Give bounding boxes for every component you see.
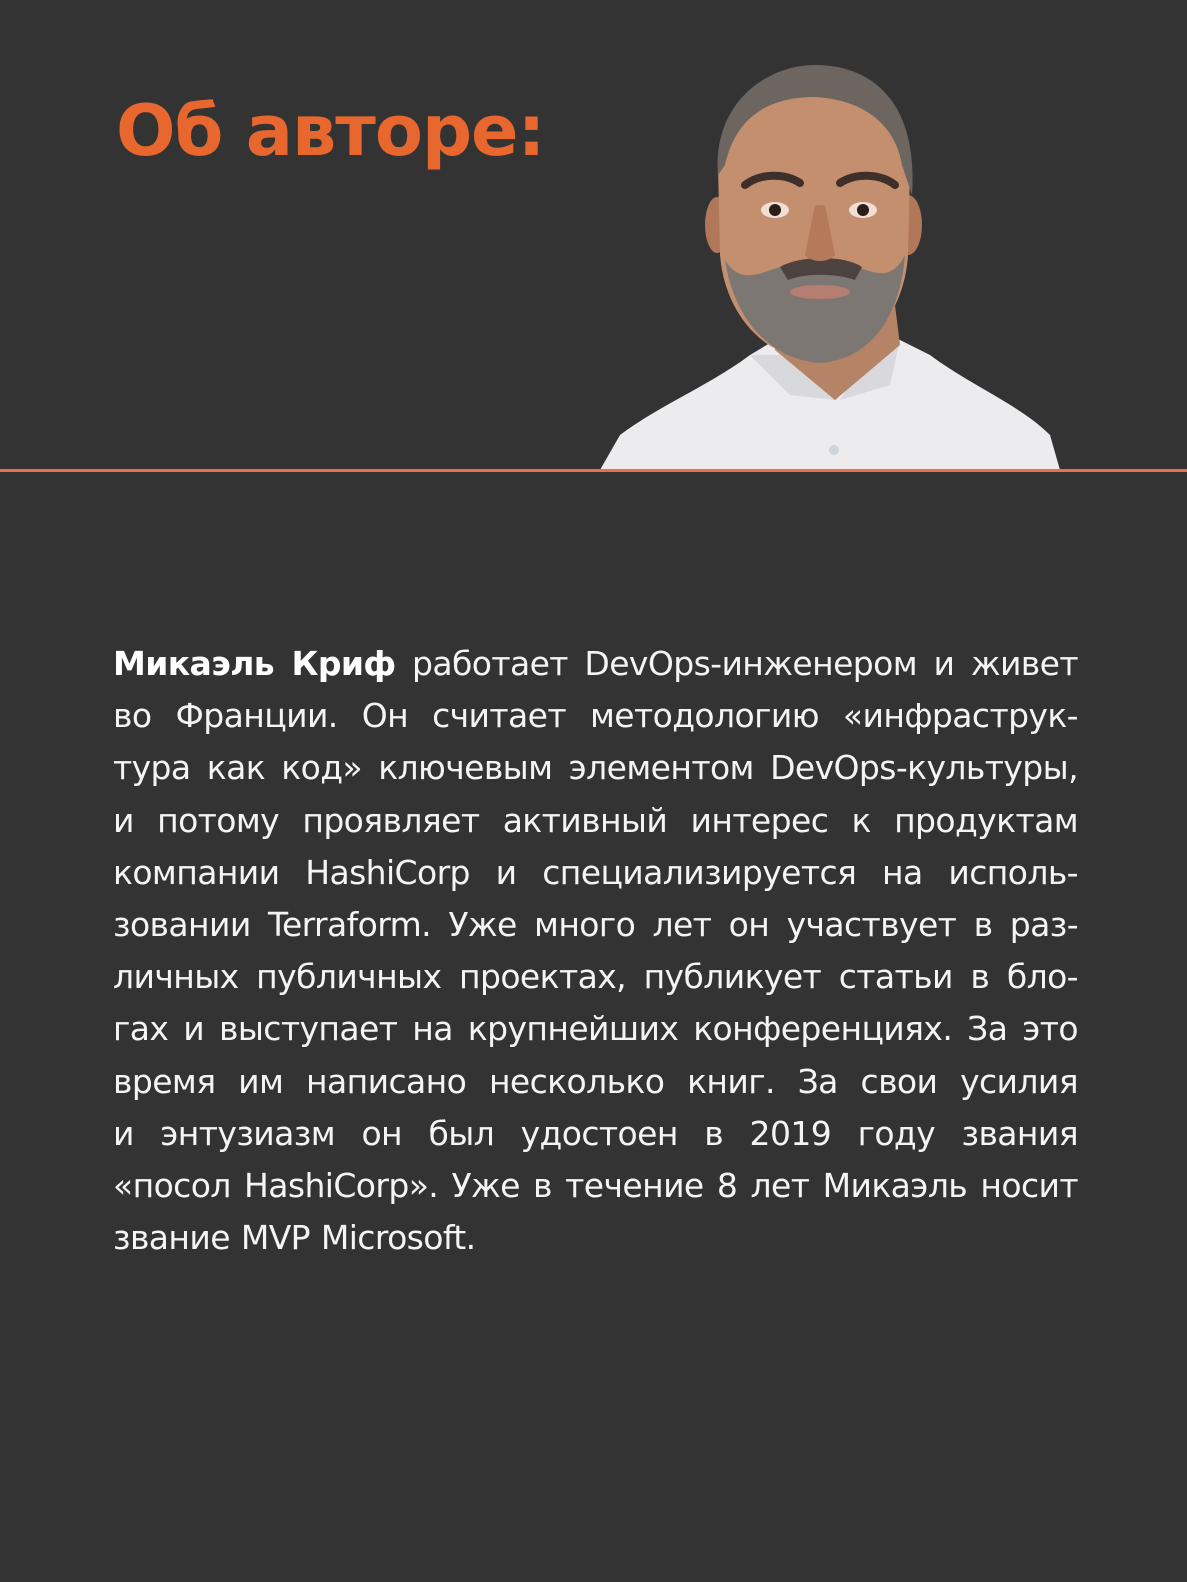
bio-text: работает DevOps-инженером и живет — [395, 644, 1078, 683]
page-title: Об авторе: — [116, 90, 545, 172]
bio-line: и энтузиазм он был удостоен в 2019 году звания — [113, 1113, 1078, 1153]
author-bio — [113, 638, 1078, 1264]
bio-line: тура как код» ключевым элементом DevOps-культуры, — [113, 748, 1078, 788]
bio-line — [113, 638, 1078, 690]
bio-line: зовании Terraform. Уже много лет он участвует в раз- — [113, 905, 1078, 945]
bio-line: и потому проявляет активный интерес к продуктам — [113, 800, 1078, 840]
author-name: Микаэль Криф — [113, 644, 396, 683]
bio-line: звание MVP Microsoft. — [113, 1218, 476, 1258]
bio-line: время им написано несколько книг. За свои усилия — [113, 1061, 1078, 1101]
bio-line: личных публичных проектах, публикует статьи в бло- — [113, 957, 1078, 997]
bio-line: компании HashiCorp и специализируется на исполь- — [113, 852, 1078, 892]
divider-rule — [0, 469, 1187, 472]
bio-line: «посол HashiCorp». Уже в течение 8 лет Микаэль носит — [113, 1166, 1078, 1206]
bio-line: во Франции. Он считает методологию «инфраструк- — [113, 696, 1078, 736]
author-photo — [600, 55, 1070, 470]
bio-line: гах и выступает на крупнейших конференциях. За это — [113, 1009, 1078, 1049]
